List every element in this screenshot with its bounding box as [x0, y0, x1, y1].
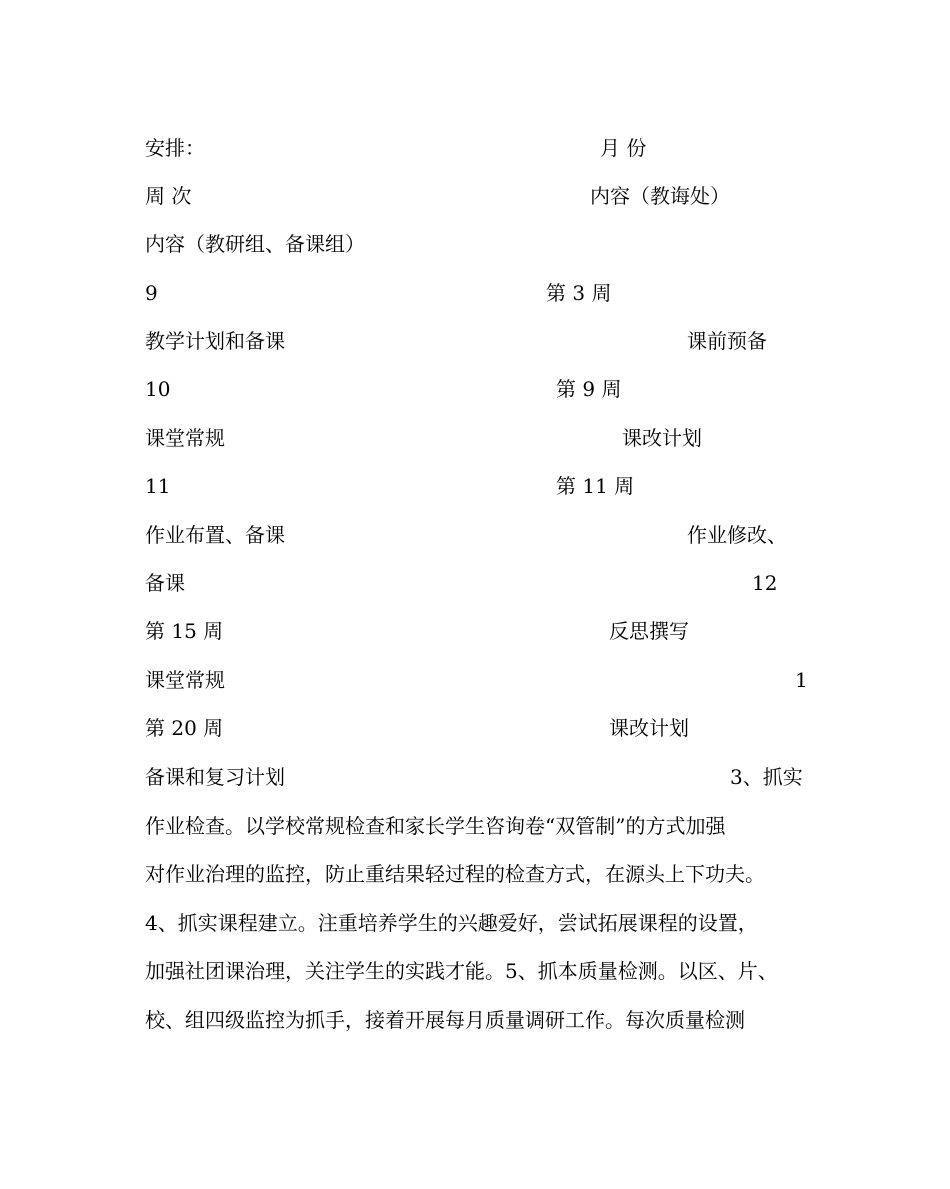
- row-right-text: 课改计划: [622, 426, 702, 450]
- row-right-text: 月 份: [600, 136, 647, 160]
- row-left-text: 安排：: [145, 136, 205, 160]
- schedule-row: [145, 713, 825, 743]
- row-left-text: 内容（教研组、备课组）: [145, 232, 365, 256]
- row-left-text: 第 20 周: [145, 716, 224, 740]
- paragraph-line: 作业检查。以学校常规检查和家长学生咨询卷“双管制”的方式加强: [145, 814, 726, 838]
- schedule-row: [145, 423, 825, 453]
- row-left-text: 10: [145, 377, 171, 401]
- row-right-text: 课前预备: [687, 329, 767, 353]
- row-left-text: 9: [145, 281, 158, 305]
- row-left-text: 课堂常规: [145, 426, 225, 450]
- row-left-text: 第 15 周: [145, 619, 224, 643]
- schedule-row: [145, 616, 825, 646]
- schedule-row: [145, 181, 825, 211]
- row-left-text: 备课和复习计划: [145, 765, 285, 789]
- schedule-row: [145, 520, 825, 550]
- paragraph-line: 对作业治理的监控，防止重结果轻过程的检查方式，在源头上下功夫。: [145, 862, 765, 886]
- schedule-row: [145, 762, 825, 792]
- schedule-row: [145, 568, 825, 598]
- row-left-text: 周 次: [145, 184, 192, 208]
- schedule-row: [145, 471, 825, 501]
- paragraph-line: 加强社团课治理，关注学生的实践才能。5、抓本质量检测。以区、片、: [145, 959, 778, 983]
- row-left-text: 备课: [145, 571, 185, 595]
- schedule-row: [145, 326, 825, 356]
- row-right-text: 内容（教诲处）: [590, 184, 730, 208]
- row-right-text: 第 3 周: [546, 281, 612, 305]
- schedule-row: [145, 374, 825, 404]
- row-left-text: 教学计划和备课: [145, 329, 285, 353]
- row-right-text: 3、抓实: [730, 765, 803, 789]
- paragraph-line: 4、抓实课程建立。注重培养学生的兴趣爱好，尝试拓展课程的设置，: [145, 911, 758, 935]
- row-right-text: 12: [752, 571, 778, 595]
- row-right-text: 第 9 周: [556, 377, 622, 401]
- schedule-row: [145, 665, 825, 695]
- schedule-row: [145, 278, 825, 308]
- row-right-text: 课改计划: [609, 716, 689, 740]
- row-right-text: 第 11 周: [556, 474, 635, 498]
- paragraph-line: 校、组四级监控为抓手，接着开展每月质量调研工作。每次质量检测: [145, 1008, 745, 1032]
- row-left-text: 11: [145, 474, 171, 498]
- schedule-row: [145, 229, 825, 259]
- schedule-row: [145, 133, 825, 163]
- row-right-text: 1: [795, 668, 808, 692]
- row-right-text: 作业修改、: [687, 523, 787, 547]
- row-right-text: 反思撰写: [609, 619, 689, 643]
- row-left-text: 课堂常规: [145, 668, 225, 692]
- row-left-text: 作业布置、备课: [145, 523, 285, 547]
